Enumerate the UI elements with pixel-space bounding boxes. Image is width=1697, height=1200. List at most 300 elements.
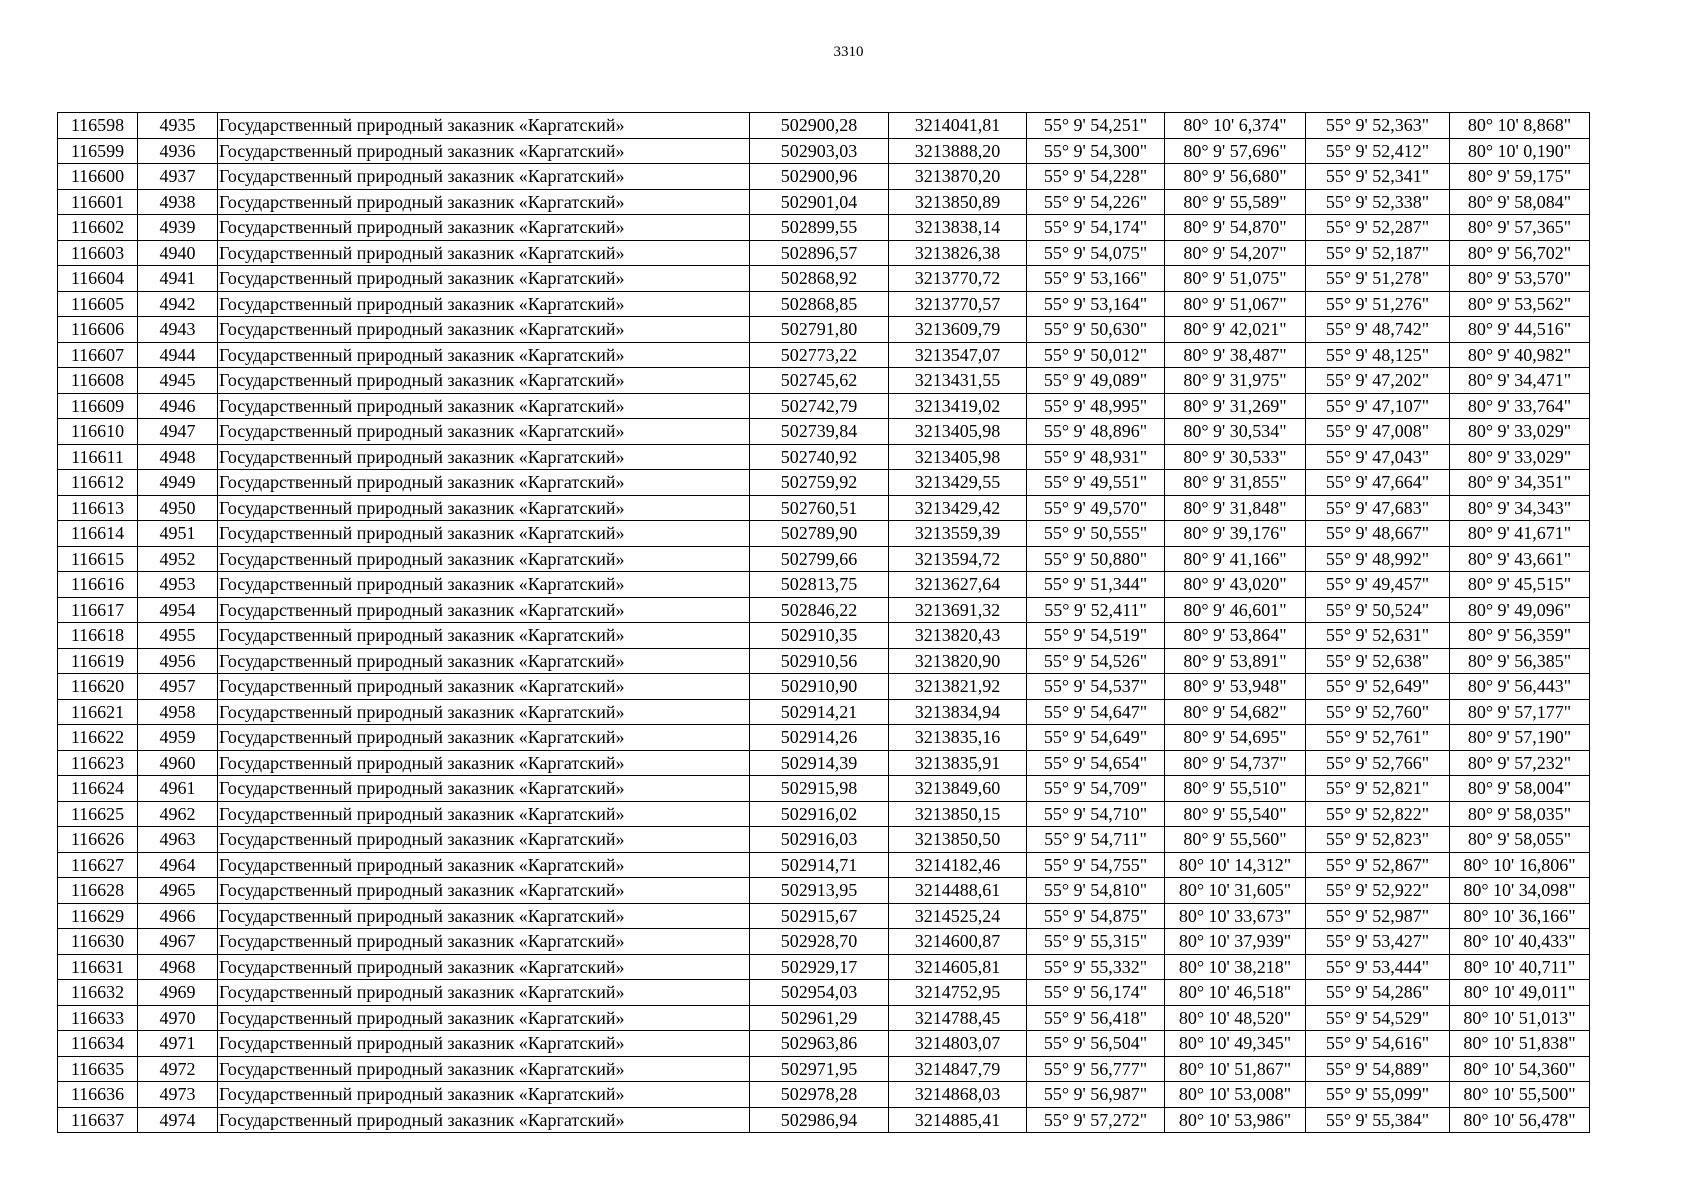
point-number-cell: 4966: [138, 903, 218, 929]
latitude-2-cell: 55° 9' 52,631": [1306, 623, 1450, 649]
x-coordinate-cell: 502914,39: [750, 750, 889, 776]
territory-name-cell: Государственный природный заказник «Каргатский»: [218, 1031, 750, 1057]
latitude-2-cell: 55° 9' 52,287": [1306, 215, 1450, 241]
longitude-1-cell: 80° 9' 43,020": [1165, 572, 1306, 598]
y-coordinate-cell: 3213627,64: [889, 572, 1027, 598]
x-coordinate-cell: 502915,98: [750, 776, 889, 802]
latitude-2-cell: 55° 9' 47,107": [1306, 393, 1450, 419]
longitude-2-cell: 80° 9' 41,671": [1450, 521, 1590, 547]
territory-name-cell: Государственный природный заказник «Каргатский»: [218, 903, 750, 929]
x-coordinate-cell: 502868,85: [750, 291, 889, 317]
table-row: [58, 240, 1590, 266]
latitude-2-cell: 55° 9' 53,444": [1306, 954, 1450, 980]
latitude-2-cell: 55° 9' 52,922": [1306, 878, 1450, 904]
point-number-cell: 4944: [138, 342, 218, 368]
longitude-2-cell: 80° 9' 58,055": [1450, 827, 1590, 853]
longitude-1-cell: 80° 9' 54,207": [1165, 240, 1306, 266]
y-coordinate-cell: 3213770,57: [889, 291, 1027, 317]
table-row: [58, 699, 1590, 725]
territory-name-cell: Государственный природный заказник «Каргатский»: [218, 317, 750, 343]
point-number-cell: 4942: [138, 291, 218, 317]
territory-name-cell: Государственный природный заказник «Каргатский»: [218, 240, 750, 266]
latitude-1-cell: 55° 9' 54,075": [1027, 240, 1165, 266]
point-number-cell: 4955: [138, 623, 218, 649]
y-coordinate-cell: 3213820,90: [889, 648, 1027, 674]
longitude-2-cell: 80° 10' 51,838": [1450, 1031, 1590, 1057]
latitude-1-cell: 55° 9' 48,896": [1027, 419, 1165, 445]
y-coordinate-cell: 3213594,72: [889, 546, 1027, 572]
latitude-2-cell: 55° 9' 52,822": [1306, 801, 1450, 827]
longitude-2-cell: 80° 10' 16,806": [1450, 852, 1590, 878]
latitude-1-cell: 55° 9' 49,089": [1027, 368, 1165, 394]
y-coordinate-cell: 3214525,24: [889, 903, 1027, 929]
latitude-1-cell: 55° 9' 53,164": [1027, 291, 1165, 317]
point-number-cell: 4962: [138, 801, 218, 827]
row-id-cell: 116603: [58, 240, 138, 266]
latitude-2-cell: 55° 9' 54,286": [1306, 980, 1450, 1006]
latitude-2-cell: 55° 9' 52,761": [1306, 725, 1450, 751]
longitude-2-cell: 80° 9' 57,177": [1450, 699, 1590, 725]
y-coordinate-cell: 3214488,61: [889, 878, 1027, 904]
row-id-cell: 116629: [58, 903, 138, 929]
territory-name-cell: Государственный природный заказник «Каргатский»: [218, 546, 750, 572]
longitude-2-cell: 80° 9' 58,084": [1450, 189, 1590, 215]
y-coordinate-cell: 3213870,20: [889, 164, 1027, 190]
y-coordinate-cell: 3213850,89: [889, 189, 1027, 215]
territory-name-cell: Государственный природный заказник «Каргатский»: [218, 138, 750, 164]
latitude-1-cell: 55° 9' 54,649": [1027, 725, 1165, 751]
latitude-1-cell: 55° 9' 52,411": [1027, 597, 1165, 623]
point-number-cell: 4967: [138, 929, 218, 955]
y-coordinate-cell: 3214182,46: [889, 852, 1027, 878]
longitude-1-cell: 80° 9' 53,891": [1165, 648, 1306, 674]
x-coordinate-cell: 502846,22: [750, 597, 889, 623]
longitude-2-cell: 80° 9' 44,516": [1450, 317, 1590, 343]
longitude-2-cell: 80° 9' 56,385": [1450, 648, 1590, 674]
longitude-1-cell: 80° 9' 39,176": [1165, 521, 1306, 547]
table-row: [58, 674, 1590, 700]
latitude-2-cell: 55° 9' 54,889": [1306, 1056, 1450, 1082]
x-coordinate-cell: 502896,57: [750, 240, 889, 266]
row-id-cell: 116625: [58, 801, 138, 827]
longitude-2-cell: 80° 9' 58,004": [1450, 776, 1590, 802]
latitude-1-cell: 55° 9' 55,315": [1027, 929, 1165, 955]
table-row: [58, 521, 1590, 547]
latitude-1-cell: 55° 9' 54,228": [1027, 164, 1165, 190]
point-number-cell: 4938: [138, 189, 218, 215]
latitude-2-cell: 55° 9' 47,008": [1306, 419, 1450, 445]
y-coordinate-cell: 3213821,92: [889, 674, 1027, 700]
latitude-2-cell: 55° 9' 51,278": [1306, 266, 1450, 292]
table-row: [58, 113, 1590, 139]
latitude-1-cell: 55° 9' 54,710": [1027, 801, 1165, 827]
latitude-1-cell: 55° 9' 56,174": [1027, 980, 1165, 1006]
x-coordinate-cell: 502868,92: [750, 266, 889, 292]
y-coordinate-cell: 3213820,43: [889, 623, 1027, 649]
x-coordinate-cell: 502914,71: [750, 852, 889, 878]
row-id-cell: 116635: [58, 1056, 138, 1082]
longitude-2-cell: 80° 9' 34,343": [1450, 495, 1590, 521]
point-number-cell: 4970: [138, 1005, 218, 1031]
x-coordinate-cell: 502745,62: [750, 368, 889, 394]
table-row: [58, 980, 1590, 1006]
x-coordinate-cell: 502915,67: [750, 903, 889, 929]
table-row: [58, 648, 1590, 674]
point-number-cell: 4974: [138, 1107, 218, 1133]
table-row: [58, 317, 1590, 343]
longitude-1-cell: 80° 9' 42,021": [1165, 317, 1306, 343]
longitude-2-cell: 80° 9' 33,029": [1450, 419, 1590, 445]
latitude-1-cell: 55° 9' 54,526": [1027, 648, 1165, 674]
x-coordinate-cell: 502799,66: [750, 546, 889, 572]
y-coordinate-cell: 3213431,55: [889, 368, 1027, 394]
longitude-2-cell: 80° 10' 34,098": [1450, 878, 1590, 904]
y-coordinate-cell: 3213826,38: [889, 240, 1027, 266]
row-id-cell: 116601: [58, 189, 138, 215]
longitude-1-cell: 80° 10' 48,520": [1165, 1005, 1306, 1031]
row-id-cell: 116613: [58, 495, 138, 521]
longitude-1-cell: 80° 9' 41,166": [1165, 546, 1306, 572]
territory-name-cell: Государственный природный заказник «Каргатский»: [218, 470, 750, 496]
territory-name-cell: Государственный природный заказник «Каргатский»: [218, 674, 750, 700]
territory-name-cell: Государственный природный заказник «Каргатский»: [218, 393, 750, 419]
territory-name-cell: Государственный природный заказник «Каргатский»: [218, 342, 750, 368]
row-id-cell: 116623: [58, 750, 138, 776]
y-coordinate-cell: 3214868,03: [889, 1082, 1027, 1108]
latitude-1-cell: 55° 9' 54,251": [1027, 113, 1165, 139]
longitude-2-cell: 80° 9' 59,175": [1450, 164, 1590, 190]
table-row: [58, 929, 1590, 955]
latitude-2-cell: 55° 9' 48,667": [1306, 521, 1450, 547]
latitude-1-cell: 55° 9' 48,931": [1027, 444, 1165, 470]
longitude-2-cell: 80° 9' 57,190": [1450, 725, 1590, 751]
latitude-1-cell: 55° 9' 50,630": [1027, 317, 1165, 343]
territory-name-cell: Государственный природный заказник «Каргатский»: [218, 572, 750, 598]
x-coordinate-cell: 502901,04: [750, 189, 889, 215]
longitude-1-cell: 80° 9' 31,975": [1165, 368, 1306, 394]
row-id-cell: 116631: [58, 954, 138, 980]
longitude-2-cell: 80° 10' 8,868": [1450, 113, 1590, 139]
territory-name-cell: Государственный природный заказник «Каргатский»: [218, 929, 750, 955]
row-id-cell: 116633: [58, 1005, 138, 1031]
x-coordinate-cell: 502740,92: [750, 444, 889, 470]
point-number-cell: 4943: [138, 317, 218, 343]
point-number-cell: 4960: [138, 750, 218, 776]
longitude-2-cell: 80° 9' 40,982": [1450, 342, 1590, 368]
table-row: [58, 291, 1590, 317]
point-number-cell: 4973: [138, 1082, 218, 1108]
latitude-1-cell: 55° 9' 49,551": [1027, 470, 1165, 496]
territory-name-cell: Государственный природный заказник «Каргатский»: [218, 648, 750, 674]
latitude-2-cell: 55° 9' 48,742": [1306, 317, 1450, 343]
territory-name-cell: Государственный природный заказник «Каргатский»: [218, 725, 750, 751]
territory-name-cell: Государственный природный заказник «Каргатский»: [218, 444, 750, 470]
row-id-cell: 116609: [58, 393, 138, 419]
latitude-1-cell: 55° 9' 57,272": [1027, 1107, 1165, 1133]
latitude-2-cell: 55° 9' 50,524": [1306, 597, 1450, 623]
table-row: [58, 1082, 1590, 1108]
x-coordinate-cell: 502903,03: [750, 138, 889, 164]
latitude-2-cell: 55° 9' 52,649": [1306, 674, 1450, 700]
longitude-1-cell: 80° 9' 30,534": [1165, 419, 1306, 445]
row-id-cell: 116599: [58, 138, 138, 164]
latitude-2-cell: 55° 9' 54,616": [1306, 1031, 1450, 1057]
longitude-2-cell: 80° 10' 36,166": [1450, 903, 1590, 929]
longitude-1-cell: 80° 10' 31,605": [1165, 878, 1306, 904]
table-row: [58, 495, 1590, 521]
longitude-1-cell: 80° 10' 53,008": [1165, 1082, 1306, 1108]
latitude-1-cell: 55° 9' 54,226": [1027, 189, 1165, 215]
territory-name-cell: Государственный природный заказник «Каргатский»: [218, 368, 750, 394]
latitude-1-cell: 55° 9' 55,332": [1027, 954, 1165, 980]
point-number-cell: 4958: [138, 699, 218, 725]
latitude-1-cell: 55° 9' 53,166": [1027, 266, 1165, 292]
x-coordinate-cell: 502978,28: [750, 1082, 889, 1108]
x-coordinate-cell: 502910,35: [750, 623, 889, 649]
row-id-cell: 116637: [58, 1107, 138, 1133]
point-number-cell: 4957: [138, 674, 218, 700]
row-id-cell: 116627: [58, 852, 138, 878]
latitude-1-cell: 55° 9' 54,537": [1027, 674, 1165, 700]
territory-name-cell: Государственный природный заказник «Каргатский»: [218, 801, 750, 827]
longitude-1-cell: 80° 9' 46,601": [1165, 597, 1306, 623]
latitude-2-cell: 55° 9' 52,823": [1306, 827, 1450, 853]
table-row: [58, 266, 1590, 292]
y-coordinate-cell: 3213850,15: [889, 801, 1027, 827]
longitude-1-cell: 80° 10' 49,345": [1165, 1031, 1306, 1057]
row-id-cell: 116617: [58, 597, 138, 623]
longitude-2-cell: 80° 9' 57,232": [1450, 750, 1590, 776]
y-coordinate-cell: 3213405,98: [889, 419, 1027, 445]
table-row: [58, 852, 1590, 878]
territory-name-cell: Государственный природный заказник «Каргатский»: [218, 852, 750, 878]
longitude-2-cell: 80° 9' 33,764": [1450, 393, 1590, 419]
row-id-cell: 116600: [58, 164, 138, 190]
point-number-cell: 4971: [138, 1031, 218, 1057]
row-id-cell: 116620: [58, 674, 138, 700]
table-row: [58, 1107, 1590, 1133]
latitude-2-cell: 55° 9' 52,412": [1306, 138, 1450, 164]
point-number-cell: 4946: [138, 393, 218, 419]
territory-name-cell: Государственный природный заказник «Каргатский»: [218, 521, 750, 547]
x-coordinate-cell: 502739,84: [750, 419, 889, 445]
x-coordinate-cell: 502954,03: [750, 980, 889, 1006]
table-row: [58, 164, 1590, 190]
territory-name-cell: Государственный природный заказник «Каргатский»: [218, 623, 750, 649]
row-id-cell: 116598: [58, 113, 138, 139]
latitude-1-cell: 55° 9' 48,995": [1027, 393, 1165, 419]
longitude-1-cell: 80° 9' 53,948": [1165, 674, 1306, 700]
longitude-1-cell: 80° 9' 51,067": [1165, 291, 1306, 317]
longitude-1-cell: 80° 9' 38,487": [1165, 342, 1306, 368]
longitude-2-cell: 80° 10' 49,011": [1450, 980, 1590, 1006]
y-coordinate-cell: 3213609,79: [889, 317, 1027, 343]
territory-name-cell: Государственный природный заказник «Каргатский»: [218, 164, 750, 190]
x-coordinate-cell: 502928,70: [750, 929, 889, 955]
latitude-1-cell: 55° 9' 54,654": [1027, 750, 1165, 776]
table-row: [58, 470, 1590, 496]
y-coordinate-cell: 3213559,39: [889, 521, 1027, 547]
point-number-cell: 4940: [138, 240, 218, 266]
row-id-cell: 116610: [58, 419, 138, 445]
row-id-cell: 116607: [58, 342, 138, 368]
row-id-cell: 116628: [58, 878, 138, 904]
longitude-1-cell: 80° 10' 37,939": [1165, 929, 1306, 955]
row-id-cell: 116614: [58, 521, 138, 547]
point-number-cell: 4947: [138, 419, 218, 445]
row-id-cell: 116612: [58, 470, 138, 496]
page-number: 3310: [833, 44, 864, 60]
row-id-cell: 116606: [58, 317, 138, 343]
row-id-cell: 116605: [58, 291, 138, 317]
point-number-cell: 4964: [138, 852, 218, 878]
x-coordinate-cell: 502742,79: [750, 393, 889, 419]
x-coordinate-cell: 502789,90: [750, 521, 889, 547]
y-coordinate-cell: 3213547,07: [889, 342, 1027, 368]
table-row: [58, 725, 1590, 751]
territory-name-cell: Государственный природный заказник «Каргатский»: [218, 1056, 750, 1082]
x-coordinate-cell: 502914,26: [750, 725, 889, 751]
row-id-cell: 116608: [58, 368, 138, 394]
longitude-2-cell: 80° 9' 49,096": [1450, 597, 1590, 623]
latitude-1-cell: 55° 9' 50,012": [1027, 342, 1165, 368]
x-coordinate-cell: 502914,21: [750, 699, 889, 725]
latitude-1-cell: 55° 9' 54,519": [1027, 623, 1165, 649]
table-row: [58, 801, 1590, 827]
x-coordinate-cell: 502900,28: [750, 113, 889, 139]
longitude-2-cell: 80° 9' 57,365": [1450, 215, 1590, 241]
latitude-2-cell: 55° 9' 47,202": [1306, 368, 1450, 394]
row-id-cell: 116618: [58, 623, 138, 649]
longitude-1-cell: 80° 9' 51,075": [1165, 266, 1306, 292]
row-id-cell: 116624: [58, 776, 138, 802]
table-row: [58, 189, 1590, 215]
latitude-1-cell: 55° 9' 56,504": [1027, 1031, 1165, 1057]
latitude-2-cell: 55° 9' 54,529": [1306, 1005, 1450, 1031]
territory-name-cell: Государственный природный заказник «Каргатский»: [218, 827, 750, 853]
row-id-cell: 116630: [58, 929, 138, 955]
point-number-cell: 4949: [138, 470, 218, 496]
y-coordinate-cell: 3213835,16: [889, 725, 1027, 751]
table-row: [58, 342, 1590, 368]
y-coordinate-cell: 3214788,45: [889, 1005, 1027, 1031]
longitude-1-cell: 80° 9' 31,269": [1165, 393, 1306, 419]
table-row: [58, 419, 1590, 445]
latitude-1-cell: 55° 9' 54,174": [1027, 215, 1165, 241]
y-coordinate-cell: 3213405,98: [889, 444, 1027, 470]
point-number-cell: 4941: [138, 266, 218, 292]
latitude-1-cell: 55° 9' 54,810": [1027, 878, 1165, 904]
y-coordinate-cell: 3213838,14: [889, 215, 1027, 241]
point-number-cell: 4969: [138, 980, 218, 1006]
latitude-1-cell: 55° 9' 56,987": [1027, 1082, 1165, 1108]
latitude-1-cell: 55° 9' 51,344": [1027, 572, 1165, 598]
longitude-2-cell: 80° 9' 56,702": [1450, 240, 1590, 266]
latitude-1-cell: 55° 9' 54,755": [1027, 852, 1165, 878]
y-coordinate-cell: 3213429,42: [889, 495, 1027, 521]
latitude-2-cell: 55° 9' 52,760": [1306, 699, 1450, 725]
row-id-cell: 116616: [58, 572, 138, 598]
longitude-2-cell: 80° 9' 56,359": [1450, 623, 1590, 649]
territory-name-cell: Государственный природный заказник «Каргатский»: [218, 776, 750, 802]
x-coordinate-cell: 502773,22: [750, 342, 889, 368]
table-row: [58, 1031, 1590, 1057]
x-coordinate-cell: 502760,51: [750, 495, 889, 521]
latitude-1-cell: 55° 9' 54,300": [1027, 138, 1165, 164]
latitude-1-cell: 55° 9' 54,709": [1027, 776, 1165, 802]
point-number-cell: 4968: [138, 954, 218, 980]
row-id-cell: 116634: [58, 1031, 138, 1057]
point-number-cell: 4953: [138, 572, 218, 598]
x-coordinate-cell: 502986,94: [750, 1107, 889, 1133]
latitude-1-cell: 55° 9' 50,880": [1027, 546, 1165, 572]
point-number-cell: 4945: [138, 368, 218, 394]
latitude-2-cell: 55° 9' 52,338": [1306, 189, 1450, 215]
latitude-2-cell: 55° 9' 55,099": [1306, 1082, 1450, 1108]
longitude-1-cell: 80° 9' 31,848": [1165, 495, 1306, 521]
x-coordinate-cell: 502963,86: [750, 1031, 889, 1057]
table-row: [58, 572, 1590, 598]
longitude-2-cell: 80° 9' 34,471": [1450, 368, 1590, 394]
latitude-2-cell: 55° 9' 47,683": [1306, 495, 1450, 521]
y-coordinate-cell: 3213849,60: [889, 776, 1027, 802]
coordinates-table: [57, 112, 1590, 1133]
longitude-2-cell: 80° 10' 0,190": [1450, 138, 1590, 164]
latitude-2-cell: 55° 9' 52,638": [1306, 648, 1450, 674]
longitude-1-cell: 80° 10' 38,218": [1165, 954, 1306, 980]
longitude-1-cell: 80° 9' 31,855": [1165, 470, 1306, 496]
longitude-2-cell: 80° 10' 40,711": [1450, 954, 1590, 980]
point-number-cell: 4937: [138, 164, 218, 190]
longitude-1-cell: 80° 9' 55,540": [1165, 801, 1306, 827]
row-id-cell: 116619: [58, 648, 138, 674]
x-coordinate-cell: 502759,92: [750, 470, 889, 496]
table-row: [58, 368, 1590, 394]
x-coordinate-cell: 502910,90: [750, 674, 889, 700]
table-row: [58, 138, 1590, 164]
y-coordinate-cell: 3213691,32: [889, 597, 1027, 623]
territory-name-cell: Государственный природный заказник «Каргатский»: [218, 1082, 750, 1108]
point-number-cell: 4972: [138, 1056, 218, 1082]
y-coordinate-cell: 3213835,91: [889, 750, 1027, 776]
y-coordinate-cell: 3214041,81: [889, 113, 1027, 139]
x-coordinate-cell: 502813,75: [750, 572, 889, 598]
y-coordinate-cell: 3213429,55: [889, 470, 1027, 496]
territory-name-cell: Государственный природный заказник «Каргатский»: [218, 1107, 750, 1133]
x-coordinate-cell: 502916,02: [750, 801, 889, 827]
latitude-2-cell: 55° 9' 47,043": [1306, 444, 1450, 470]
longitude-1-cell: 80° 9' 55,560": [1165, 827, 1306, 853]
territory-name-cell: Государственный природный заказник «Каргатский»: [218, 980, 750, 1006]
y-coordinate-cell: 3213834,94: [889, 699, 1027, 725]
point-number-cell: 4951: [138, 521, 218, 547]
longitude-2-cell: 80° 9' 58,035": [1450, 801, 1590, 827]
longitude-1-cell: 80° 10' 46,518": [1165, 980, 1306, 1006]
longitude-2-cell: 80° 10' 40,433": [1450, 929, 1590, 955]
territory-name-cell: Государственный природный заказник «Каргатский»: [218, 597, 750, 623]
longitude-2-cell: 80° 10' 54,360": [1450, 1056, 1590, 1082]
longitude-2-cell: 80° 10' 56,478": [1450, 1107, 1590, 1133]
longitude-1-cell: 80° 10' 51,867": [1165, 1056, 1306, 1082]
longitude-2-cell: 80° 10' 55,500": [1450, 1082, 1590, 1108]
latitude-2-cell: 55° 9' 55,384": [1306, 1107, 1450, 1133]
latitude-1-cell: 55° 9' 56,418": [1027, 1005, 1165, 1031]
territory-name-cell: Государственный природный заказник «Каргатский»: [218, 215, 750, 241]
longitude-1-cell: 80° 9' 55,510": [1165, 776, 1306, 802]
longitude-1-cell: 80° 10' 14,312": [1165, 852, 1306, 878]
table-row: [58, 215, 1590, 241]
table-row: [58, 597, 1590, 623]
